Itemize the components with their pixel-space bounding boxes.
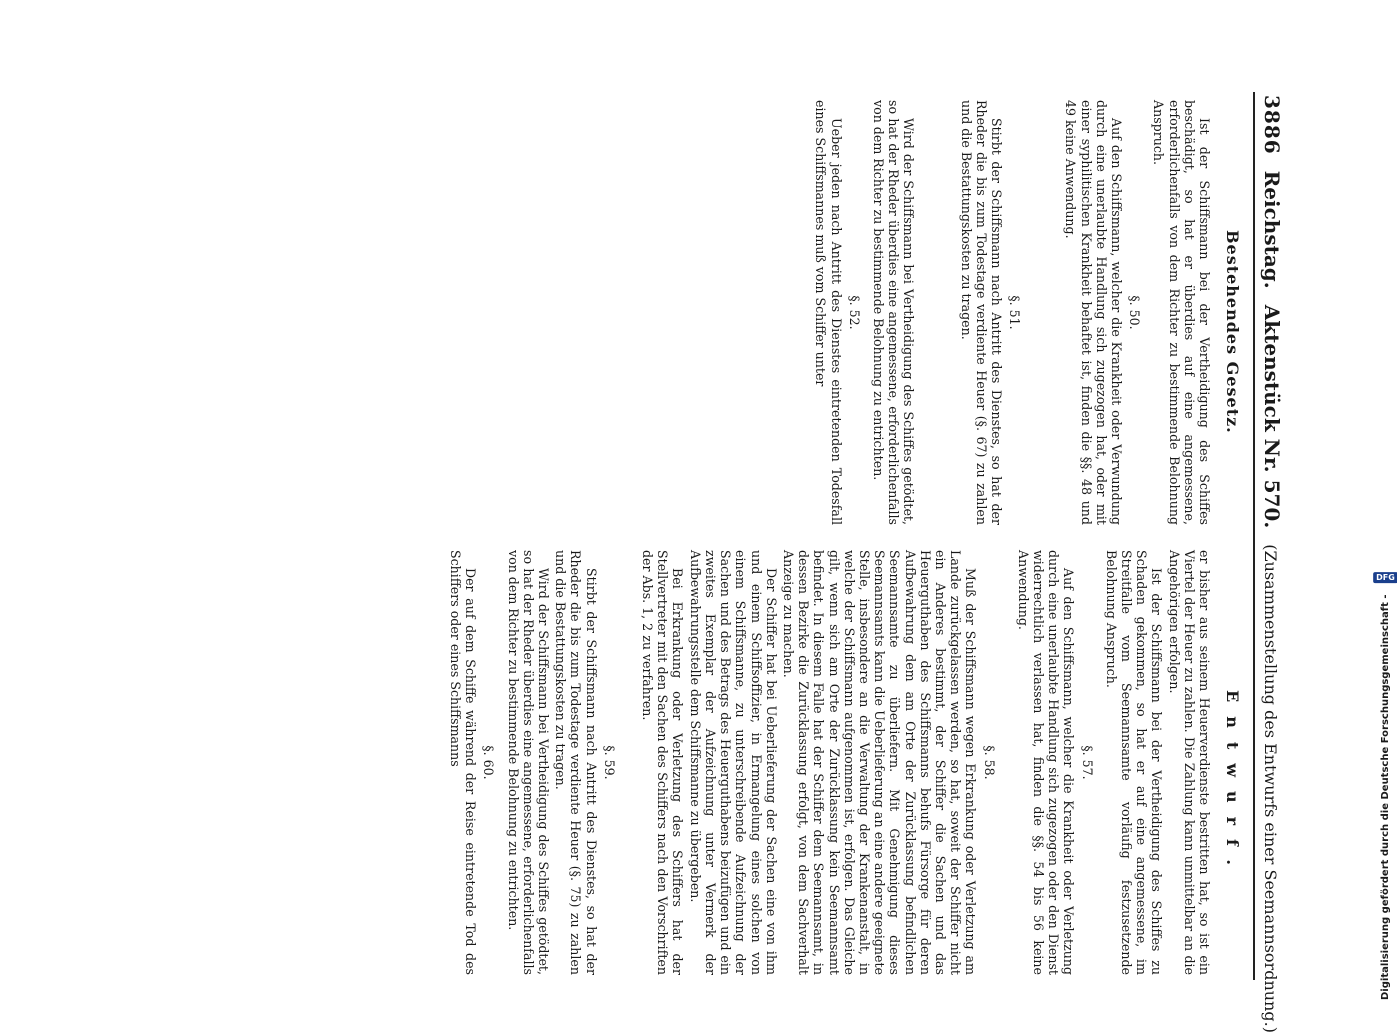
section-number: §. 59. bbox=[601, 745, 617, 780]
page-subtitle: (Zusammenstellung des Entwurfs einer Seemannsordnung.) bbox=[1261, 544, 1280, 1033]
document-number: Aktenstück Nr. 570. bbox=[1260, 304, 1284, 529]
paragraph: Wird der Schiffsmann bei Vertheidigung des Schiffes getödtet, so hat der Rheder überdies eine angemessene, erforderlichenfalls von dem Richter zu bestimmende Belohnung zu entrichten. bbox=[870, 100, 917, 525]
section-number: §. 50. bbox=[1127, 295, 1143, 330]
section-number: §. 60. bbox=[481, 745, 497, 780]
paragraph: Auf den Schiffsmann, welcher die Krankheit oder Verwundung durch eine unerlaubte Handlung sich zugezogen hat, oder mit einer syphilitischen Krankheit behaftet ist, finden die §§. 48 und 49 keine Anwendung. bbox=[1063, 100, 1124, 525]
right-column bbox=[446, 550, 1212, 975]
header-rule bbox=[1253, 92, 1255, 980]
paragraph: Stirbt der Schiffsmann nach Antritt des Dienstes, so hat der Rheder die bis zum Todestage verdiente Heuer (§. 67) zu zahlen und die Bestattungskosten zu tragen. bbox=[958, 100, 1004, 525]
paragraph: Ist der Schiffsmann bei der Vertheidigung des Schiffes beschädigt, so hat er überdies auf eine angemessene, erforderlichenfalls von dem Richter zu bestimmende Belohnung Anspruch. bbox=[1151, 100, 1212, 525]
section-number: §. 58. bbox=[981, 745, 997, 780]
paragraph: Wird der Schiffsmann bei Vertheidigung des Schiffes getödtet, so hat der Rheder überdies eine angemessene, erforderlichenfalls von dem Richter zu bestimmende Belohnung zu entrichten. bbox=[505, 550, 552, 975]
paragraph: Ueber jeden nach Antritt des Dienstes eintretenden Todesfall eines Schiffsmannes muß vom Schiffer unter bbox=[813, 100, 844, 525]
page-header bbox=[1260, 95, 1284, 1033]
section-number: §. 57. bbox=[1079, 745, 1095, 780]
paragraph: Der auf dem Schiffe während der Reise eintretende Tod des Schiffers oder eines Schiffsmanns bbox=[448, 550, 479, 975]
paragraph: er bisher aus seinem Heuerverdienste bestritten hat, so ist ein Viertel der Heuer zu zahlen. Die Zahlung kann unmittelbar an die Angehörigen erfolgen. bbox=[1166, 550, 1212, 975]
paragraph: Bei Erkrankung oder Verletzung des Schiffers hat der Stellvertreter mit den Sachen des Schiffers nach den Vorschriften der Abs. 1, 2 zu verfahren. bbox=[640, 550, 686, 975]
paragraph: Der Schiffer hat bei Ueberlieferung der Sachen eine von ihm und einem Schiffsoffizier, in Ermangelung eines solchen von einem Schiffsmanne, zu unterschreibende Aufzeichnung der Sachen und des Betrags des Heuerguthabens beizufügen und ein zweites Exemplar der Aufzeichnung unter Vermerk der Aufbewahrungsstelle dem Schiffsmanne zu übergeben. bbox=[687, 550, 779, 975]
paragraph: Auf den Schiffsmann, welcher die Krankheit oder Verletzung durch eine unerlaubte Handlung sich zugezogen oder den Dienst widerrechtlich verlassen hat, finden die §§. 54 bis 56 keine Anwendung. bbox=[1015, 550, 1077, 975]
section-number: §. 51. bbox=[1007, 295, 1023, 330]
paragraph: Ist der Schiffsmann bei der Vertheidigung des Schiffes zu Schaden gekommen, so hat er auf eine angemessene, im Streitfalle vom Seemannsamte vorläufig festzusetzende Belohnung Anspruch. bbox=[1103, 550, 1165, 975]
digitization-credit bbox=[1376, 566, 1395, 1000]
page-number: 3886 bbox=[1260, 95, 1284, 155]
right-column-heading: Entwurf. bbox=[1223, 690, 1242, 879]
left-column bbox=[811, 100, 1212, 525]
dfg-logo: DFG bbox=[1373, 573, 1397, 584]
parliament-name: Reichstag. bbox=[1260, 170, 1284, 289]
left-column-heading: Bestehendes Gesetz. bbox=[1223, 230, 1242, 434]
paragraph: Muß der Schiffsmann wegen Erkrankung oder Verletzung am Lande zurückgelassen werden, so hat, soweit der Schiffer nicht ein Anderes bestimmt, der Schiffer die Sachen und das Heuerguthaben des Schiffsmanns behufs Fürsorge für deren Aufbewahrung dem am Orte der Zurücklassung befindlichen Seemannsamte zu überliefern. Mit Genehmigung dieses Seemannsamts kann die Ueberlieferung an eine andere geeignete Stelle, insbesondere an die Verwaltung der Krankenanstalt, in welche der Schiffsmann aufgenommen ist, erfolgen. Das Gleiche gilt, wenn sich am Orte der Zurücklassung kein Seemannsamt befindet. In diesem Falle hat der Schiffer dem Seemannsamt, in dessen Bezirke die Zurücklassung erfolgt, von dem Sachverhalt Anzeige zu machen. bbox=[780, 550, 979, 975]
paragraph: Stirbt der Schiffsmann nach Antritt des Dienstes, so hat der Rheder die bis zum Todestage verdiente Heuer (§. 75) zu zahlen und die Bestattungskosten zu tragen. bbox=[553, 550, 599, 975]
section-number: §. 52. bbox=[846, 295, 862, 330]
credit-text: Digitalisierung gefördert durch die Deutsche Forschungsgemeinschaft - bbox=[1380, 594, 1391, 1000]
